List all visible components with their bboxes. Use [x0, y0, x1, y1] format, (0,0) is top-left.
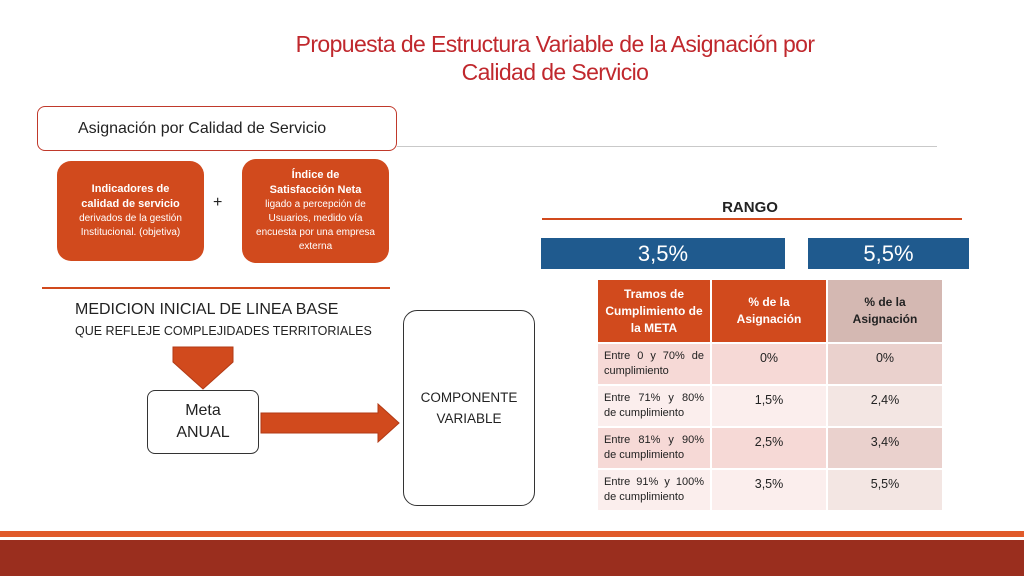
- tramos-table: [598, 280, 942, 512]
- indicadores-bold-1: Indicadores de: [91, 183, 170, 195]
- title-line-2: Calidad de Servicio: [461, 59, 649, 85]
- footer-bar: [0, 540, 1024, 576]
- asignacion-a-cell: 1,5%: [712, 386, 828, 428]
- table-row: [598, 428, 942, 470]
- tramo-cell: Entre 91% y 100% de cumplimiento: [598, 470, 712, 512]
- table-row: [598, 470, 942, 512]
- asignacion-a-cell: 3,5%: [712, 470, 828, 512]
- asignacion-b-cell: 3,4%: [828, 428, 942, 470]
- tramo-cell: Entre 0 y 70% de cumplimiento: [598, 344, 712, 386]
- meta-line-2: ANUAL: [176, 424, 230, 441]
- page-title: [230, 30, 880, 86]
- asignacion-label: Asignación por Calidad de Servicio: [78, 119, 327, 137]
- componente-line-2: VARIABLE: [436, 411, 502, 426]
- header-asignacion-2: % de la Asignación: [828, 280, 942, 344]
- rango-value-1: 3,5%: [541, 238, 785, 269]
- header-asignacion-1: % de la Asignación: [712, 280, 828, 344]
- medicion-title: MEDICION INICIAL DE LINEA BASE: [75, 301, 339, 318]
- table-row: [598, 386, 942, 428]
- componente-variable-box: [403, 310, 535, 506]
- componente-line-1: COMPONENTE: [420, 390, 518, 405]
- rango-value-2: 5,5%: [808, 238, 969, 269]
- footer-accent-bar: [0, 531, 1024, 537]
- satisfaccion-text: ligado a percepción de Usuarios, medido vía encuesta por una empresa externa: [256, 199, 375, 252]
- table-header-row: [598, 280, 942, 344]
- asignacion-a-cell: 0%: [712, 344, 828, 386]
- indicadores-text: derivados de la gestión Institucional. (objetiva): [79, 213, 182, 238]
- rango-label: RANGO: [722, 199, 778, 216]
- asignacion-b-cell: 5,5%: [828, 470, 942, 512]
- header-tramos: Tramos de Cumplimiento de la META: [598, 280, 712, 344]
- right-arrow-icon: [260, 403, 400, 443]
- medicion-underline: [42, 287, 390, 289]
- tramo-cell: Entre 81% y 90% de cumplimiento: [598, 428, 712, 470]
- asignacion-b-cell: 0%: [828, 344, 942, 386]
- indicadores-bold-2: calidad de servicio: [81, 198, 180, 210]
- plus-sign: +: [213, 194, 223, 211]
- divider-line: [397, 146, 937, 147]
- table-row: [598, 344, 942, 386]
- down-arrow-icon: [172, 346, 234, 390]
- asignacion-box: [37, 106, 397, 151]
- satisfaccion-bold-1: Índice de: [291, 169, 340, 181]
- meta-line-1: Meta: [185, 402, 221, 419]
- rango-underline: [542, 218, 962, 220]
- asignacion-b-cell: 2,4%: [828, 386, 942, 428]
- asignacion-a-cell: 2,5%: [712, 428, 828, 470]
- satisfaccion-pill: [242, 159, 389, 263]
- meta-anual-box: [147, 390, 259, 454]
- tramo-cell: Entre 71% y 80% de cumplimiento: [598, 386, 712, 428]
- satisfaccion-bold-2: Satisfacción Neta: [269, 184, 362, 196]
- title-line-1: Propuesta de Estructura Variable de la Asignación por: [295, 31, 815, 57]
- indicadores-pill: [57, 161, 204, 261]
- medicion-subtitle: QUE REFLEJE COMPLEJIDADES TERRITORIALES: [75, 324, 372, 338]
